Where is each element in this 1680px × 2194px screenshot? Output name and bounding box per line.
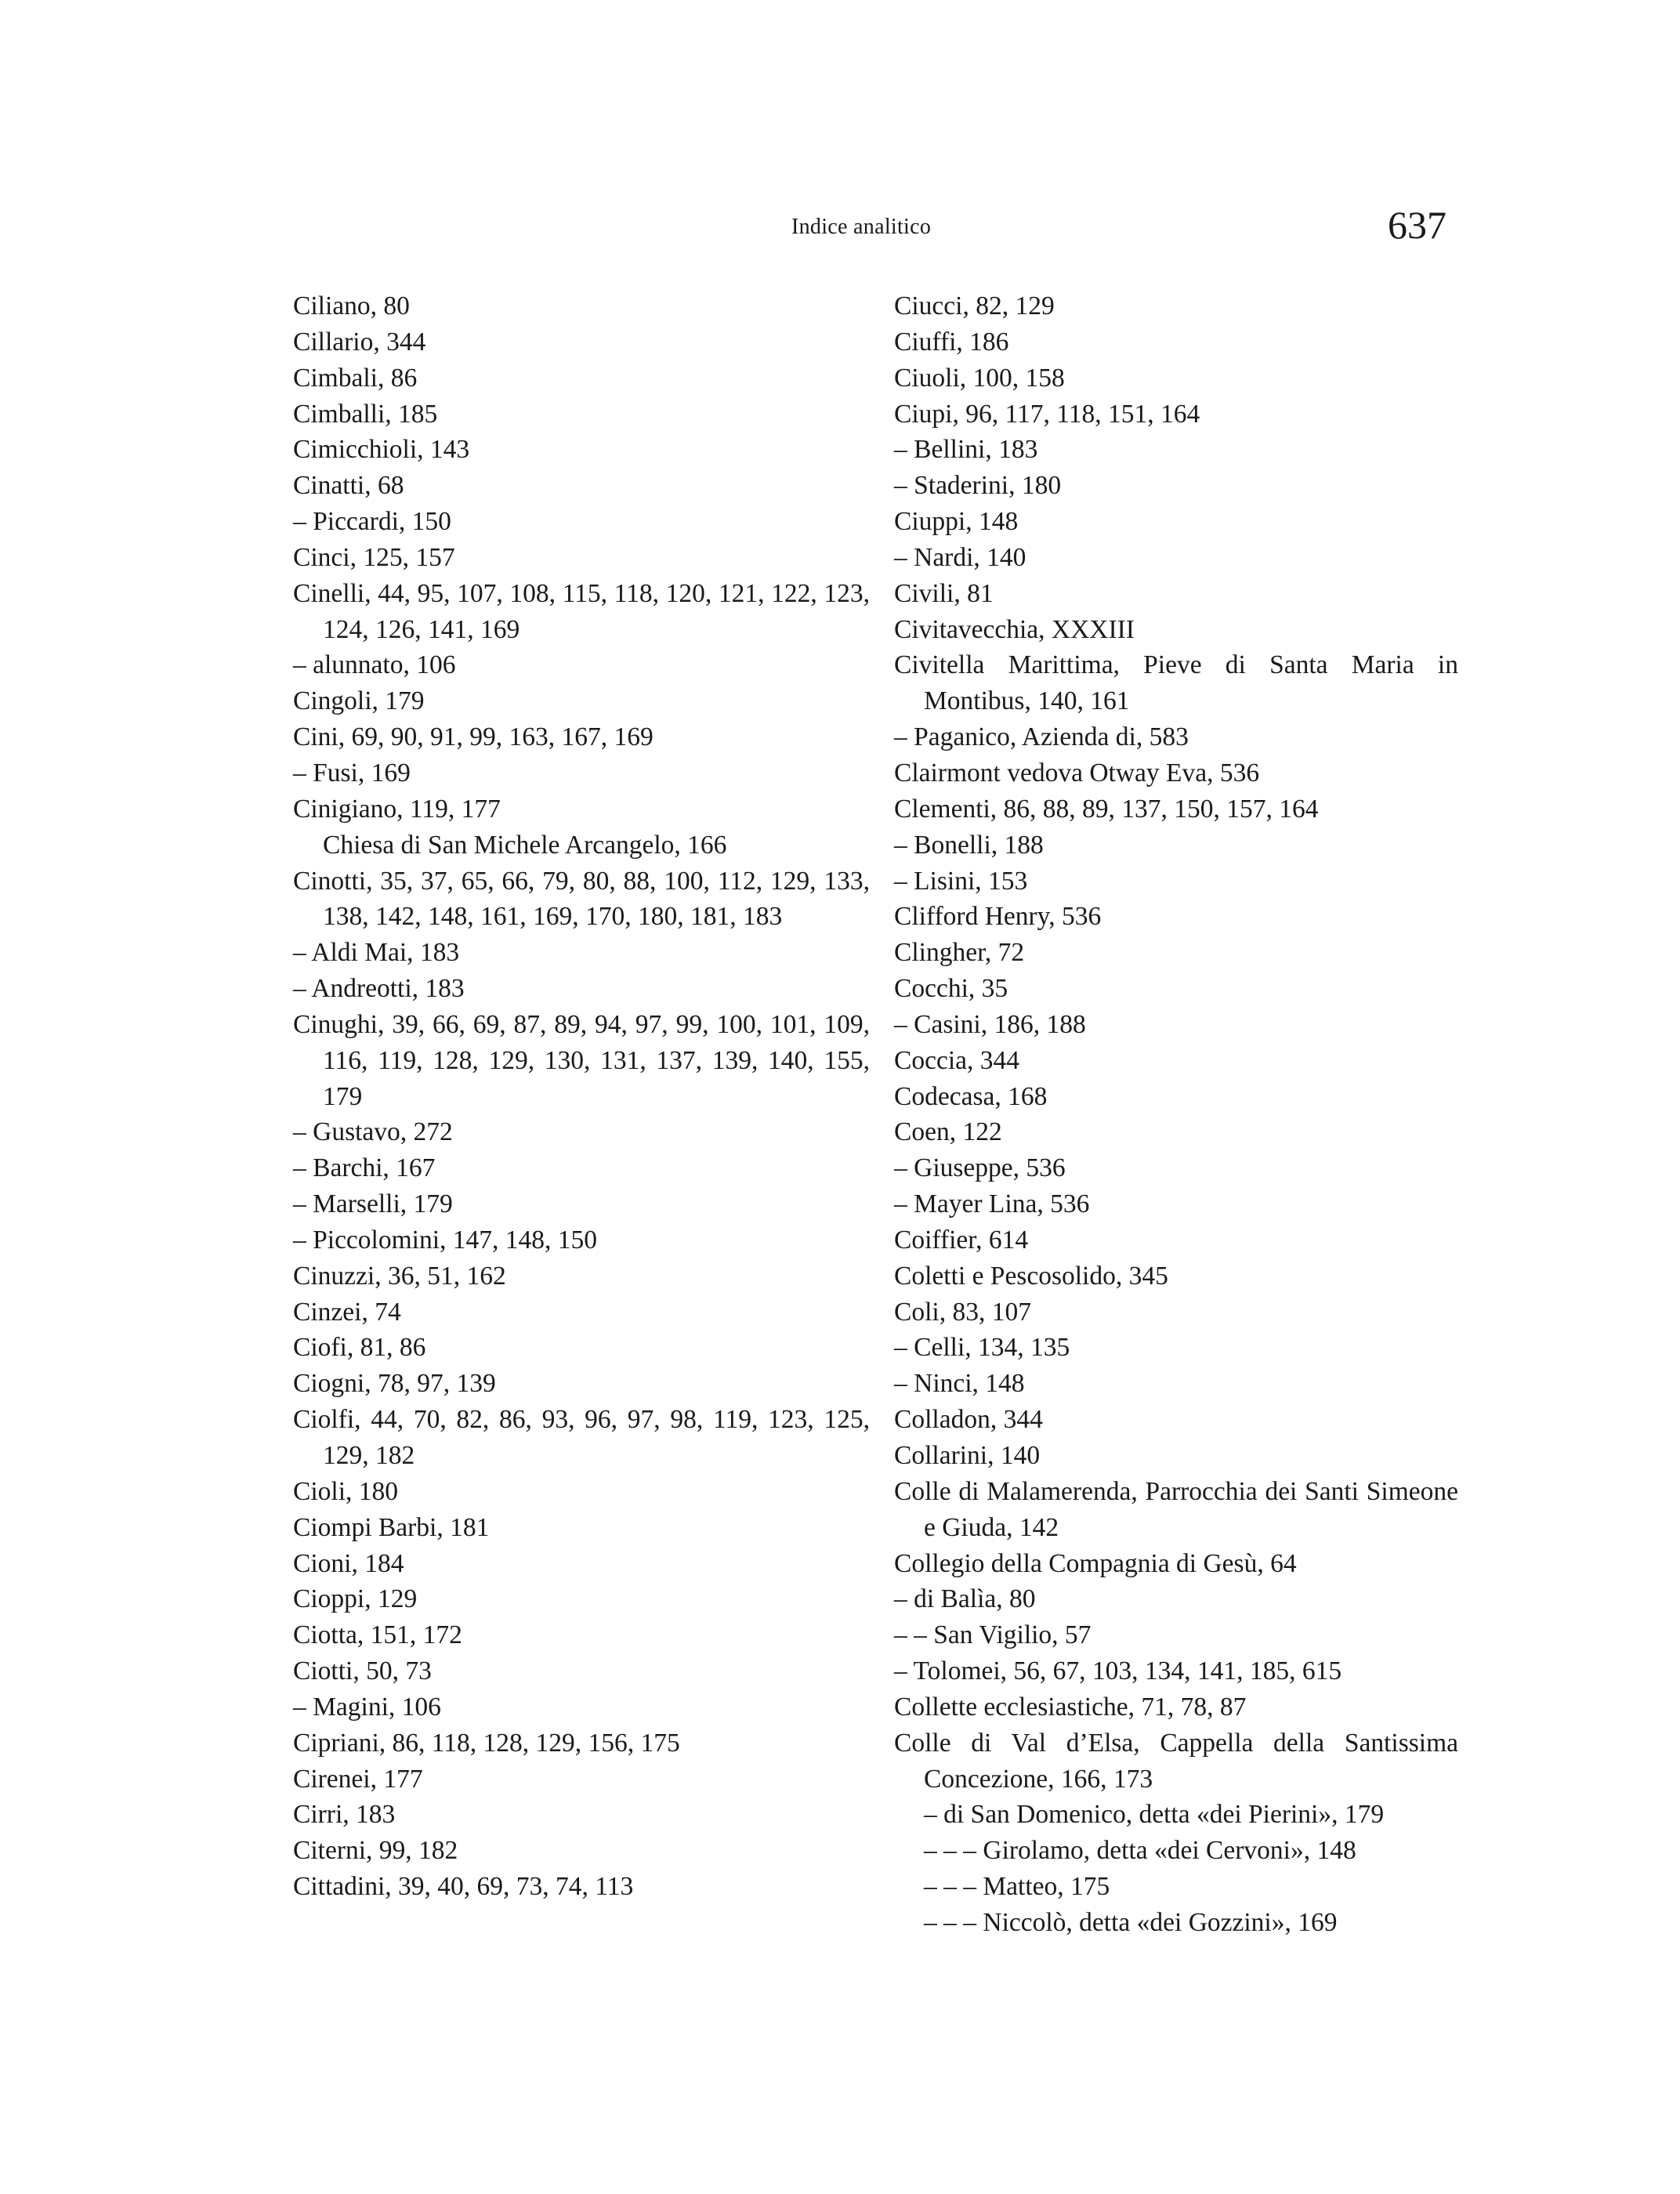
index-entry: Cinci, 125, 157 [293,542,455,572]
index-entry: Ciotta, 151, 172 [293,1620,462,1650]
index-entry: – Bonelli, 188 [894,830,1044,860]
index-entry: Ciupi, 96, 117, 118, 151, 164 [894,399,1200,429]
index-entry: Collarini, 140 [894,1441,1041,1470]
index-entry: – Gustavo, 272 [293,1117,453,1147]
index-entry: – Tolomei, 56, 67, 103, 134, 141, 185, 615 [894,1656,1342,1686]
index-entry: Clementi, 86, 88, 89, 137, 150, 157, 164 [894,794,1319,824]
index-entry: – Barchi, 167 [293,1153,436,1183]
index-entry: Cinughi, 39, 66, 69, 87, 89, 94, 97, 99, 100, 101, 109, 116, 119, 128, 129, 130, 131, 137, 139, 140, 155, 179 [293,1009,870,1111]
index-entry: – – – Matteo, 175 [924,1872,1110,1902]
index-entry: Civili, 81 [894,578,994,608]
index-entry: Ciuffi, 186 [894,327,1009,357]
index-entry: Coccia, 344 [894,1045,1020,1075]
index-entry: – Aldi Mai, 183 [293,938,460,968]
index-entry: Cioppi, 129 [293,1584,418,1614]
index-entry: – Mayer Lina, 536 [894,1189,1090,1219]
index-entry: Ciofi, 81, 86 [293,1333,426,1363]
index-entry: – alunnato, 106 [293,650,456,680]
index-entry: Ciuppi, 148 [894,507,1019,537]
index-entry: – di San Domenico, detta «dei Pierini», 179 [924,1800,1385,1830]
index-entry: – di Balìa, 80 [894,1584,1036,1614]
index-entry: – Magini, 106 [293,1692,441,1722]
index-entry: Cimballi, 185 [293,399,438,429]
index-entry: – Celli, 134, 135 [894,1333,1070,1363]
index-entry: Cirri, 183 [293,1800,396,1830]
index-entry: Coli, 83, 107 [894,1297,1031,1327]
index-entry: – Giuseppe, 536 [894,1153,1066,1183]
index-entry: – Ninci, 148 [894,1369,1025,1399]
index-entry: Ciolfi, 44, 70, 82, 86, 93, 96, 97, 98, 119, 123, 125, 129, 182 [293,1405,870,1470]
index-entry: Cinatti, 68 [293,471,404,501]
index-entry: Cinelli, 44, 95, 107, 108, 115, 118, 120, 121, 122, 123, 124, 126, 141, 169 [293,578,870,644]
index-entry: Colle di Val d’Elsa, Cappella della Santissima Concezione, 166, 173 [894,1728,1458,1794]
index-entry: Cillario, 344 [293,327,426,357]
index-entry: Cocchi, 35 [894,974,1008,1004]
index-entry: Ciompi Barbi, 181 [293,1512,490,1542]
index-entry: Cinotti, 35, 37, 65, 66, 79, 80, 88, 100, 112, 129, 133, 138, 142, 148, 161, 169, 170, 180, 181, 183 [293,866,870,932]
running-title: Indice analitico [791,215,932,239]
index-entry: – – – Niccolò, detta «dei Gozzini», 169 [924,1907,1338,1937]
index-entry: Cinuzzi, 36, 51, 162 [293,1261,506,1291]
index-entry: – Lisini, 153 [894,866,1028,896]
index-entry: Clifford Henry, 536 [894,902,1102,932]
index-entry: Ciuoli, 100, 158 [894,363,1065,393]
index-entry: Civitella Marittima, Pieve di Santa Maria in Montibus, 140, 161 [894,650,1458,716]
index-entry: Codecasa, 168 [894,1081,1048,1111]
index-entry: – Piccolomini, 147, 148, 150 [293,1225,598,1254]
index-entry: Cingoli, 179 [293,686,425,716]
index-entry: – Fusi, 169 [293,758,411,787]
index-entry: – Nardi, 140 [894,542,1026,572]
index-entry: – Bellini, 183 [894,435,1038,465]
index-entry: Cinzei, 74 [293,1297,401,1327]
index-column-right [894,288,1458,1941]
page-header [0,0,1680,282]
index-entry: Cimbali, 86 [293,363,418,393]
index-entry: Chiesa di San Michele Arcangelo, 166 [323,830,727,860]
index-entry: – Casini, 186, 188 [894,1009,1086,1039]
index-entry: Ciliano, 80 [293,291,410,320]
index-entry: Citerni, 99, 182 [293,1836,458,1866]
index-entry: Cipriani, 86, 118, 128, 129, 156, 175 [293,1728,680,1758]
index-entry: Coiffier, 614 [894,1225,1029,1254]
index-entry: Cioni, 184 [293,1548,404,1578]
index-entry: Cimicchioli, 143 [293,435,470,465]
index-entry: Colladon, 344 [894,1405,1043,1435]
index-entry: – – San Vigilio, 57 [894,1620,1092,1650]
index-entry: – Piccardi, 150 [293,507,451,537]
index-entry: – Staderini, 180 [894,471,1062,501]
index-entry: Cirenei, 177 [293,1764,423,1794]
index-entry: Colle di Malamerenda, Parrocchia dei Santi Simeone e Giuda, 142 [894,1476,1458,1542]
index-entry: Ciucci, 82, 129 [894,291,1055,320]
index-entry: – Andreotti, 183 [293,974,465,1004]
page-number: 637 [1388,203,1446,247]
index-entry: Cini, 69, 90, 91, 99, 163, 167, 169 [293,722,654,752]
index-entry: Cittadini, 39, 40, 69, 73, 74, 113 [293,1872,634,1902]
index-entry: Collegio della Compagnia di Gesù, 64 [894,1548,1297,1578]
index-entry: Clingher, 72 [894,938,1025,968]
index-entry: Civitavecchia, XXXIII [894,614,1135,644]
index-entry: Cinigiano, 119, 177 [293,794,501,824]
index-entry: – – – Girolamo, detta «dei Cervoni», 148 [924,1836,1356,1866]
index-entry: Clairmont vedova Otway Eva, 536 [894,758,1260,787]
index-entry: Ciogni, 78, 97, 139 [293,1369,496,1399]
index-entry: – Paganico, Azienda di, 583 [894,722,1189,752]
index-entry: Collette ecclesiastiche, 71, 78, 87 [894,1692,1247,1722]
index-entry: Coletti e Pescosolido, 345 [894,1261,1168,1291]
index-entry: Coen, 122 [894,1117,1002,1147]
index-entry: Ciotti, 50, 73 [293,1656,432,1686]
index-entry: – Marselli, 179 [293,1189,453,1219]
index-entry: Cioli, 180 [293,1476,399,1506]
index-column-left [293,288,870,1905]
